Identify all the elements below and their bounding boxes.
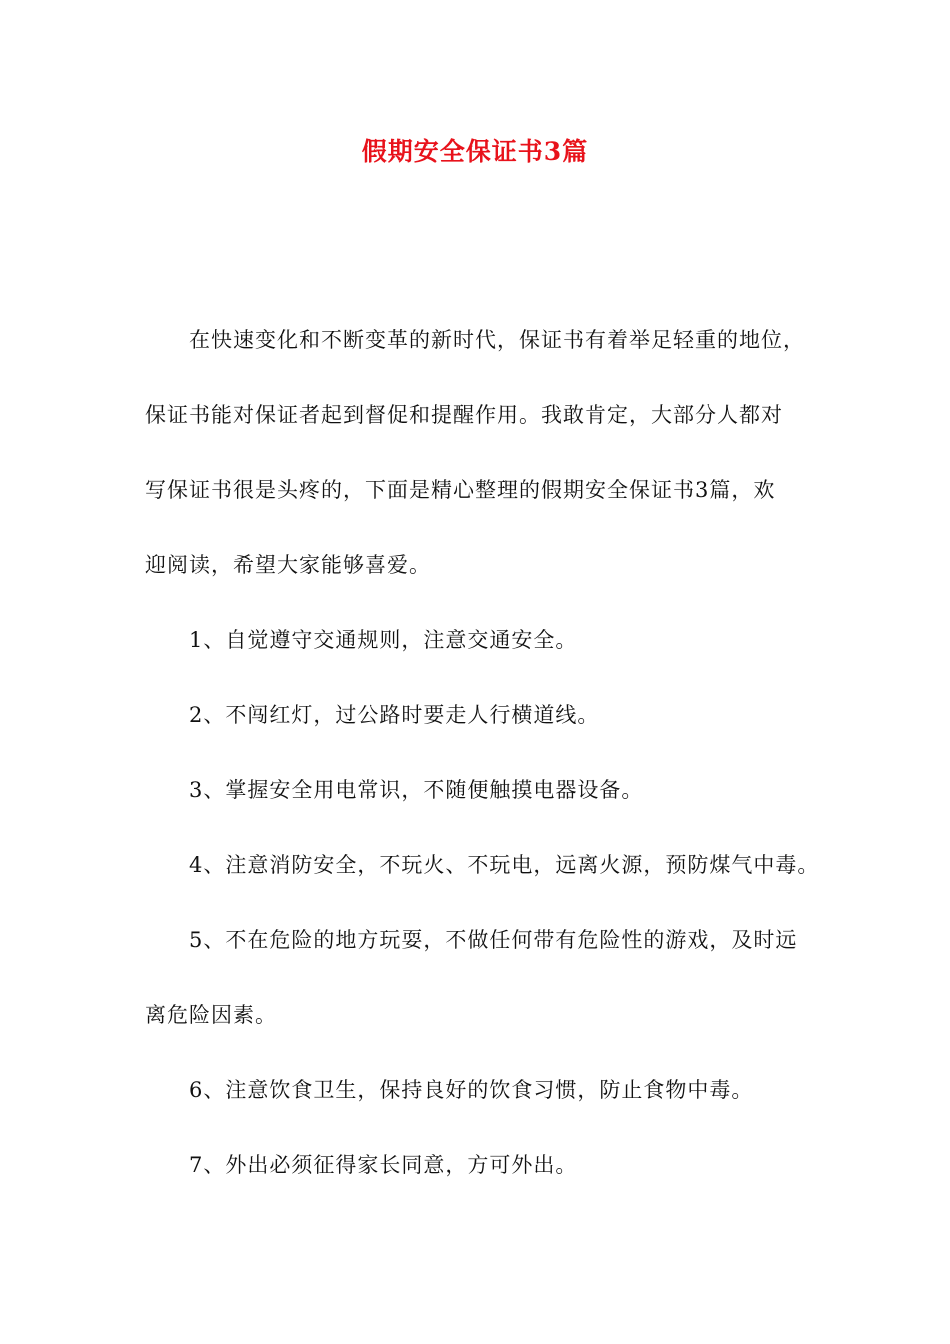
list-item-3: 3、掌握安全用电常识，不随便触摸电器设备。 [189, 778, 644, 802]
list-item-5-line-1: 5、不在危险的地方玩耍，不做任何带有危险性的游戏，及时远 [189, 928, 798, 952]
intro-line-4: 迎阅读，希望大家能够喜爱。 [145, 553, 431, 577]
document-title: 假期安全保证书3篇 [361, 137, 589, 166]
list-item-2: 2、不闯红灯，过公路时要走人行横道线。 [189, 703, 600, 727]
intro-line-3: 写保证书很是头疼的，下面是精心整理的假期安全保证书3篇，欢 [145, 478, 776, 502]
list-item-6: 6、注意饮食卫生，保持良好的饮食习惯，防止食物中毒。 [189, 1078, 754, 1102]
list-item-7: 7、外出必须征得家长同意，方可外出。 [189, 1153, 578, 1177]
list-item-1: 1、自觉遵守交通规则，注意交通安全。 [189, 628, 578, 652]
list-item-4: 4、注意消防安全，不玩火、不玩电，远离火源，预防煤气中毒。 [189, 853, 820, 877]
list-item-5-line-2: 离危险因素。 [145, 1003, 277, 1027]
intro-line-1: 在快速变化和不断变革的新时代，保证书有着举足轻重的地位， [189, 328, 805, 352]
intro-line-2: 保证书能对保证者起到督促和提醒作用。我敢肯定，大部分人都对 [145, 403, 783, 427]
